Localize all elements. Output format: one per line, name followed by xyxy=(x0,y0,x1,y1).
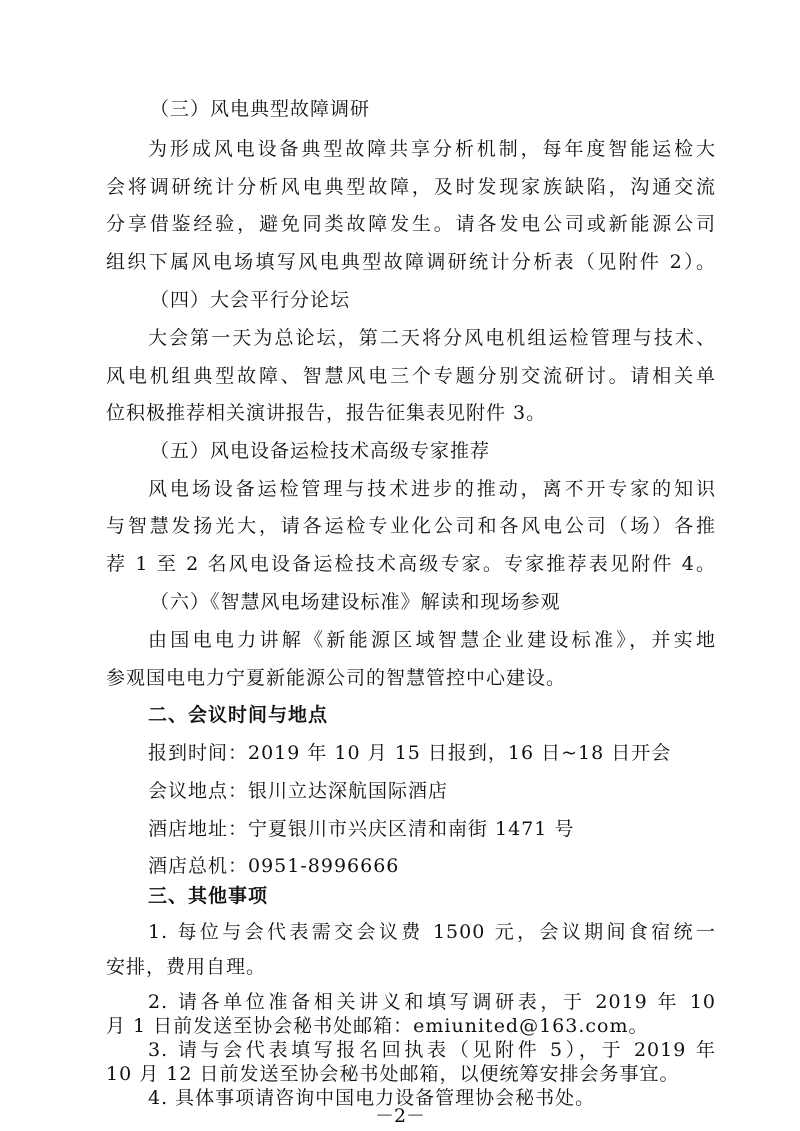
hotel-phone: 酒店总机：0951-8996666 xyxy=(148,855,400,877)
section-4-heading: （四）大会平行分论坛 xyxy=(150,289,351,311)
section-6-heading: （六）《智慧风电场建设标准》解读和现场参观 xyxy=(150,591,561,613)
paragraph-line: 风电场设备运检管理与技术进步的推动，离不开专家的知识 xyxy=(148,478,716,500)
paragraph-line: 与智慧发扬光大，请各运检专业化公司和各风电公司（场）各推 xyxy=(106,515,716,537)
list-item-2: 2. 请各单位准备相关讲义和填写调研表，于 2019 年 10 xyxy=(148,991,716,1013)
paragraph-line: 参观国电电力宁夏新能源公司的智慧管控中心建设。 xyxy=(106,667,567,689)
list-item-2-cont: 月 1 日前发送至协会秘书处邮箱：emiunited@163.com。 xyxy=(106,1015,649,1037)
paragraph-line: 大会第一天为总论坛，第二天将分风电机组运检管理与技术、 xyxy=(148,327,716,349)
page-number: －2－ xyxy=(374,1105,426,1127)
part-2-heading: 二、会议时间与地点 xyxy=(148,704,329,726)
hotel-address: 酒店地址：宁夏银川市兴庆区清和南街 1471 号 xyxy=(148,818,575,840)
section-5-heading: （五）风电设备运检技术高级专家推荐 xyxy=(150,440,491,462)
paragraph-line: 荐 1 至 2 名风电设备运检技术高级专家。专家推荐表见附件 4。 xyxy=(106,553,716,575)
paragraph-line: 由国电电力讲解《新能源区域智慧企业建设标准》，并实地 xyxy=(148,629,716,651)
paragraph-line: 风电机组典型故障、智慧风电三个专题分别交流研讨。请相关单 xyxy=(106,365,716,387)
section-3-heading: （三）风电典型故障调研 xyxy=(150,98,371,120)
part-3-heading: 三、其他事项 xyxy=(148,885,269,907)
paragraph-line: 为形成风电设备典型故障共享分析机制，每年度智能运检大 xyxy=(148,138,716,160)
list-item-1-cont: 安排，费用自理。 xyxy=(106,956,267,978)
paragraph-line: 组织下属风电场填写风电典型故障调研统计分析表（见附件 2）。 xyxy=(106,251,716,273)
list-item-1: 1. 每位与会代表需交会议费 1500 元，会议期间食宿统一 xyxy=(148,921,716,943)
meeting-venue: 会议地点：银川立达深航国际酒店 xyxy=(148,780,449,802)
list-item-3-cont: 10 月 12 日前发送至协会秘书处邮箱，以便统筹安排会务事宜。 xyxy=(106,1063,680,1085)
paragraph-line: 位积极推荐相关演讲报告，报告征集表见附件 3。 xyxy=(106,402,547,424)
paragraph-line: 分享借鉴经验，避免同类故障发生。请各发电公司或新能源公司 xyxy=(106,213,716,235)
checkin-time: 报到时间：2019 年 10 月 15 日报到，16 日~18 日开会 xyxy=(148,742,672,764)
list-item-3: 3. 请与会代表填写报名回执表（见附件 5），于 2019 年 xyxy=(148,1039,716,1061)
paragraph-line: 会将调研统计分析风电典型故障，及时发现家族缺陷，沟通交流 xyxy=(106,176,716,198)
list-item-4: 4. 具体事项请咨询中国电力设备管理协会秘书处。 xyxy=(148,1087,596,1109)
